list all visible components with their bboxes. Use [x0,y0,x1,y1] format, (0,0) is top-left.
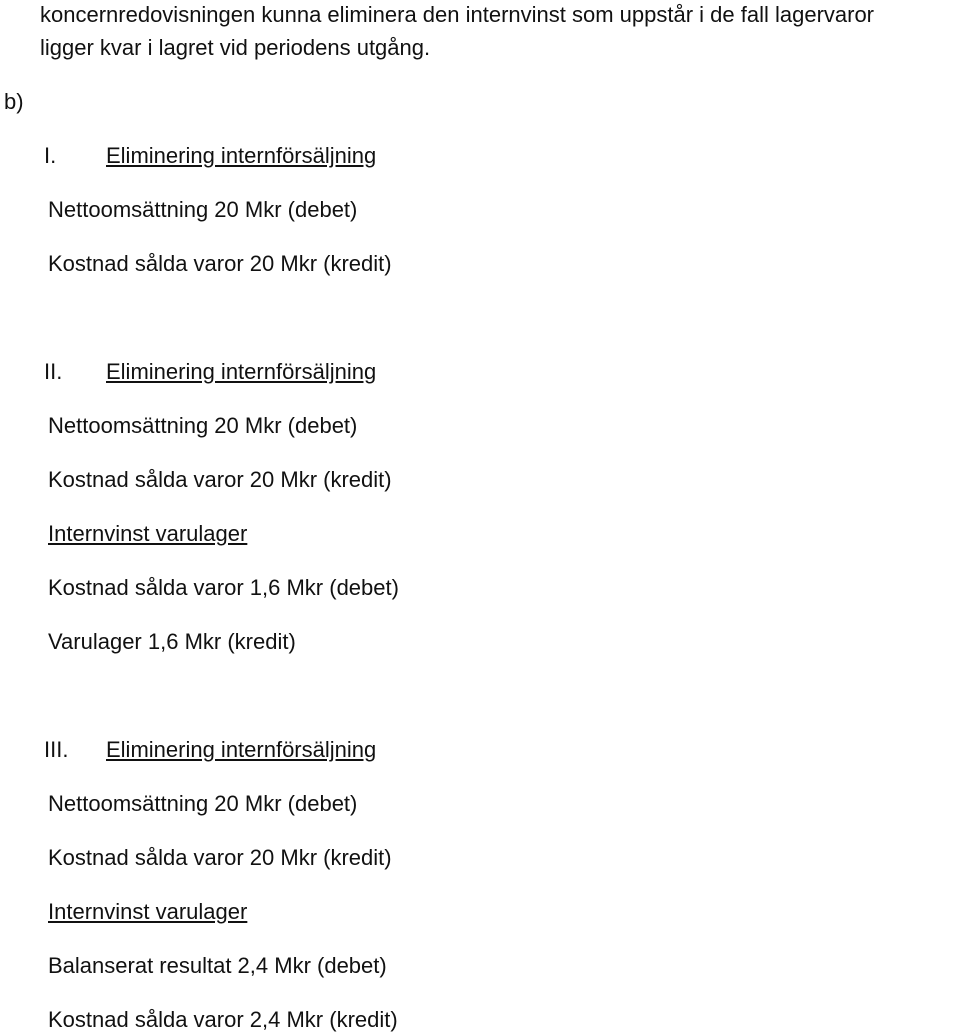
entry-line: Kostnad sålda varor 20 Mkr (kredit) [48,251,392,276]
intro-line-1: koncernredovisningen kunna eliminera den internvinst som uppstår i de fall lagervaror [40,2,875,27]
part-label: b) [4,89,24,114]
section-subheading: Internvinst varulager [48,521,248,546]
section-heading: Eliminering internförsäljning [106,737,377,762]
section-numeral: III. [44,737,69,762]
section-numeral: I. [44,143,57,168]
entry-line: Nettoomsättning 20 Mkr (debet) [48,197,358,222]
entry-line: Kostnad sålda varor 20 Mkr (kredit) [48,845,392,870]
entry-line: Nettoomsättning 20 Mkr (debet) [48,791,358,816]
entry-line: Kostnad sålda varor 1,6 Mkr (debet) [48,575,399,600]
section-numeral: II. [44,359,63,384]
section-subheading: Internvinst varulager [48,899,248,924]
intro-line-2: ligger kvar i lagret vid periodens utgång. [40,35,431,60]
section-heading: Eliminering internförsäljning [106,143,377,168]
entry-line: Balanserat resultat 2,4 Mkr (debet) [48,953,387,978]
section-heading: Eliminering internförsäljning [106,359,377,384]
entry-line: Kostnad sålda varor 2,4 Mkr (kredit) [48,1007,398,1032]
entry-line: Varulager 1,6 Mkr (kredit) [48,629,296,654]
entry-line: Kostnad sålda varor 20 Mkr (kredit) [48,467,392,492]
entry-line: Nettoomsättning 20 Mkr (debet) [48,413,358,438]
